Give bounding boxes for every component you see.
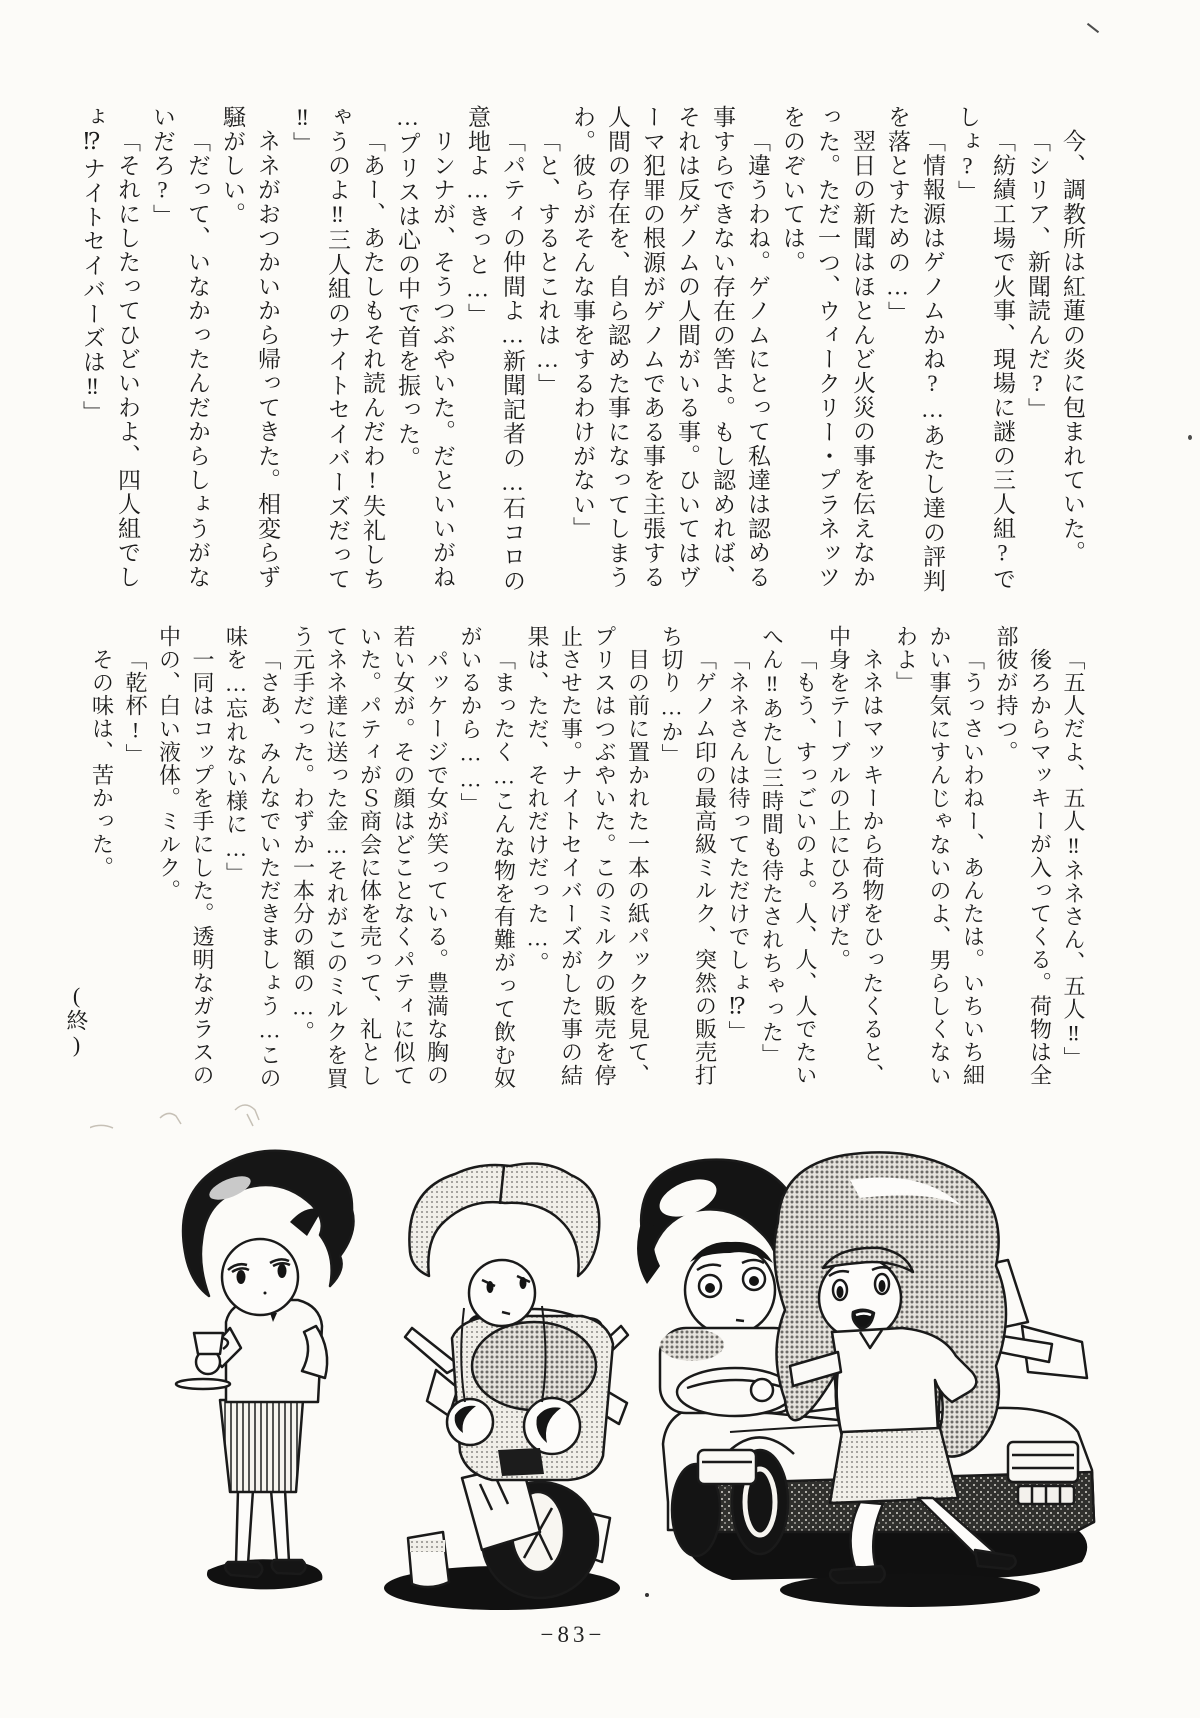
scan-artifact: [1087, 23, 1099, 33]
boy-shoulder-tone: [660, 1329, 724, 1361]
text-column: いた。パティがＳ商会に体を売って、礼とし: [357, 625, 383, 1087]
text-column: 中の、白い液体。ミルク。: [156, 625, 182, 903]
text-column: わよ」: [893, 625, 919, 695]
text-column: 若い女が。その顔はどことなくパティに似て: [391, 625, 416, 1087]
text-column: 「さあ、みんなでいただきましょう…この: [257, 648, 282, 1090]
text-column: 「うっさいわねー、あんたは。いちいち細: [960, 648, 986, 1087]
text-column: パッケージで女が笑っている。豊満な胸の: [424, 648, 450, 1087]
text-column: へん‼あたし三時間も待たされちゃった」: [759, 625, 785, 1067]
text-column: 果は、ただ、それだけだった…。: [525, 625, 550, 975]
text-column: 「ゲノム印の最高級ミルク、突然の販売打: [692, 648, 718, 1087]
text-column: を落とすための…」: [885, 105, 910, 325]
text-column: しょ?」: [955, 105, 980, 204]
text-column: 「パティの仲間よ…新聞記者の…石コロの: [500, 129, 525, 593]
text-column: ネネがおつかいから帰ってきた。相変らず: [255, 129, 280, 589]
text-column: それは反ゲノムの人間がいる事。ひいてはヴ: [675, 105, 700, 589]
eye: [237, 1270, 246, 1284]
text-column: 中身をテーブルの上にひろげた。: [826, 625, 852, 972]
boy-fist: [751, 1379, 773, 1401]
text-column: ‼」: [290, 105, 315, 156]
woman-with-teacup-figure: [176, 1151, 354, 1590]
woman-shoe: [830, 1566, 885, 1583]
text-column: てネネ達に送った金…それがこのミルクを買: [324, 625, 349, 1090]
text-column: をのぞいては。: [780, 105, 805, 275]
text-column: 「それにしたってひどいわよ、四人組でし: [115, 129, 140, 589]
cowl-dome: [472, 1322, 596, 1410]
end-mark: (終): [64, 983, 89, 1058]
text-column: 止させた事。ナイトセイバーズがした事の結: [558, 625, 584, 1087]
text-column: 意地よ…きっと…」: [465, 105, 490, 327]
text-column: 「まったく…こんな物を有難がって飲む奴: [491, 648, 517, 1090]
text-column: 「もう、すっごいのよ。人、人、人でたい: [793, 648, 818, 1087]
shoe: [272, 1560, 306, 1574]
text-column: 「五人だよ、五人‼ネネさん、五人‼」: [1061, 648, 1086, 1070]
text-column: 一同はコップを手にした。透明なガラスの: [190, 648, 215, 1087]
text-column: 「あー、あたしもそれ読んだわ!失礼しち: [360, 129, 385, 591]
text-column: 「と、するとこれは…」: [535, 129, 560, 398]
text-column: 「違うわね。ゲノムにとって私達は認める: [745, 129, 770, 589]
text-column: ゃうのよ‼三人組のナイトセイバーズだって: [325, 105, 350, 591]
text-column: 騒がしい。: [220, 105, 245, 226]
text-column: 「乾杯!」: [123, 648, 148, 767]
text-column: その味は、苦かった。: [89, 648, 115, 879]
text-column: 後ろからマッキーが入ってくる。荷物は全: [1027, 648, 1053, 1087]
text-column: 「シリア、新聞読んだ?」: [1025, 129, 1050, 422]
text-column: かい事気にすんじゃないのよ、男らしくない: [927, 625, 952, 1087]
text-column: ネネはマッキーから荷物をひったくると、: [860, 648, 885, 1087]
text-column: 人間の存在を、自ら認めた事になってしまう: [605, 105, 630, 589]
scooter-headlight: [524, 1398, 580, 1454]
saucer: [176, 1379, 230, 1389]
text-column: がいるから……」: [458, 625, 483, 816]
text-block-top: [75, 105, 1090, 593]
text-column: 「紡績工場で火事、現場に謎の三人組?で: [990, 129, 1015, 591]
shoe: [225, 1562, 262, 1577]
text-column: 事すらできない存在の筈よ。もし認めれば、: [710, 105, 735, 589]
text-column: 「ネネさんは待ってただけでしょ⁉」: [726, 648, 751, 1044]
woman-skirt: [830, 1428, 958, 1503]
text-column: 「情報源はゲノムかね?…あたし達の評判: [920, 129, 945, 593]
text-block-middle: [85, 625, 1090, 1090]
eye: [278, 1264, 287, 1278]
text-column: った。ただ一つ、ウィークリー・プラネッツ: [815, 105, 840, 589]
teacup: [194, 1333, 223, 1354]
text-column: …プリスは心の中で首を振った。: [395, 105, 420, 470]
text-column: 「だって、いなかったんだからしょうがな: [185, 129, 210, 589]
illustration: [90, 1070, 1110, 1615]
girl-face: [469, 1260, 535, 1326]
text-column: 今、調教所は紅蓮の炎に包まれていた。: [1060, 129, 1085, 565]
cowl-center: [498, 1448, 544, 1476]
striped-skirt: [220, 1400, 303, 1492]
text-column: 目の前に置かれた一本の紙パックを見て、: [625, 648, 651, 1087]
text-column: 翌日の新聞はほとんど火災の事を伝えなか: [850, 129, 875, 589]
headlight-left: [698, 1450, 756, 1484]
text-column: わ。彼らがそんな事をするわけがない」: [570, 105, 595, 541]
boy-leaning-on-car-figure: [637, 1160, 800, 1416]
headlight-right: [1008, 1442, 1078, 1482]
leg: [236, 1490, 253, 1564]
text-column: ち切り…か」: [659, 625, 684, 767]
boy-crossed-arms: [677, 1368, 793, 1416]
page-number: −83−: [540, 1622, 606, 1647]
scan-artifact: [1188, 435, 1192, 440]
text-column: いだろ?」: [150, 105, 175, 228]
leg: [271, 1490, 289, 1562]
text-column: ーマ犯罪の根源がゲノムである事を主張する: [640, 105, 665, 589]
girl-on-scooter-figure: [384, 1163, 628, 1610]
text-column: リンナが、そうつぶやいた。だといいがね: [430, 129, 455, 589]
text-column: ょ⁉ナイトセイバーズは‼」: [80, 105, 105, 425]
text-column: 部彼が持つ。: [994, 625, 1019, 764]
text-column: う元手だった。わずか一本分の額の…。: [290, 625, 316, 1044]
text-column: 味を…忘れない様に…」: [223, 625, 249, 886]
teacup-woman-face: [222, 1239, 298, 1315]
woman-shadow: [780, 1573, 1040, 1607]
text-column: プリスはつぶやいた。このミルクの販売を停: [592, 625, 617, 1087]
pencil-marks: [90, 1105, 259, 1130]
